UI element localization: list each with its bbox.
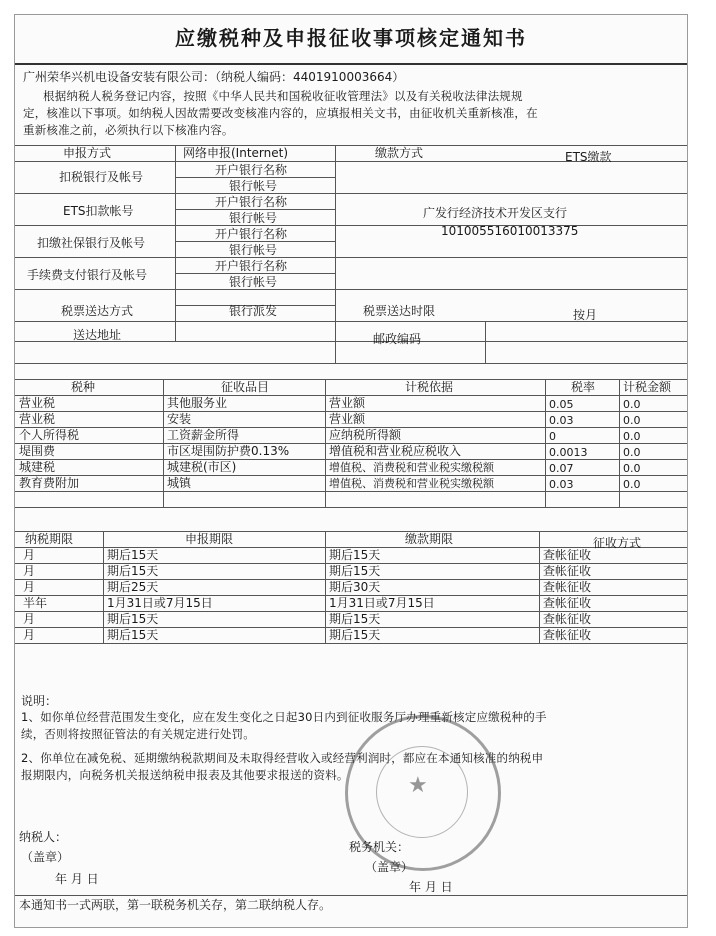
ets-bank-name-label: 开户银行名称 [215, 195, 288, 209]
payment-method-value: ETS缴款 [565, 150, 612, 164]
table-cell: 查帐征收 [543, 548, 592, 562]
note-line-2: 续，否则将按照征管法的有关规定进行处罚。 [21, 727, 255, 741]
ets-account-label: ETS扣款帐号 [63, 204, 134, 218]
notice-document [14, 14, 688, 928]
ticket-method-value: 银行派发 [229, 304, 278, 318]
table-cell: 0.0 [623, 446, 641, 459]
ticket-time-value: 按月 [573, 308, 598, 322]
table-cell: 城镇 [167, 476, 192, 490]
footer-note: 本通知书一式两联，第一联税务机关存，第二联纳税人存。 [19, 898, 332, 912]
table-row: 城建税 [19, 460, 56, 474]
table-cell: 0.0 [623, 414, 641, 427]
declare-method-label: 申报方式 [63, 146, 112, 160]
period-header-collect: 征收方式 [593, 536, 642, 550]
ticket-method-label: 税票送达方式 [61, 304, 134, 318]
table-cell: 应纳税所得额 [329, 428, 402, 442]
withhold-bank-label: 扣税银行及帐号 [59, 170, 144, 184]
tax-header-type: 税种 [71, 380, 96, 394]
table-cell: 工资薪金所得 [167, 428, 240, 442]
table-cell: 期后15天 [329, 612, 381, 626]
table-cell: 查帐征收 [543, 628, 592, 642]
table-row: 月 [23, 612, 36, 626]
table-cell: 营业额 [329, 412, 366, 426]
table-cell: 查帐征收 [543, 580, 592, 594]
taxpayer-date: 年 月 日 [55, 872, 99, 886]
table-cell: 0.0 [623, 398, 641, 411]
address-label: 送达地址 [73, 328, 122, 342]
seal-star-icon: ★ [408, 773, 428, 798]
taxpayer-label: 纳税人： [19, 830, 68, 844]
table-cell: 期后25天 [107, 580, 159, 594]
authority-date: 年 月 日 [409, 880, 453, 894]
payment-method-label: 缴款方式 [375, 146, 424, 160]
postcode-label: 邮政编码 [373, 332, 422, 346]
table-row: 月 [23, 580, 36, 594]
table-cell: 增值税、消费税和营业税实缴税额 [329, 461, 494, 474]
social-bank-name-label: 开户银行名称 [215, 227, 288, 241]
table-cell: 期后15天 [107, 564, 159, 578]
tax-header-amount: 计税金额 [623, 380, 672, 394]
tax-header-rate: 税率 [571, 380, 596, 394]
period-header-payment: 缴款期限 [405, 532, 454, 546]
table-row: 营业税 [19, 412, 56, 426]
title-rule [15, 63, 687, 65]
table-cell: 0.05 [549, 398, 574, 411]
table-row: 月 [23, 548, 36, 562]
note-line-1: 1、如你单位经营范围发生变化，应在发生变化之日起30日内到征收服务厅办理重新核定应缴税种的手 [21, 710, 547, 724]
table-row: 月 [23, 564, 36, 578]
fee-bank-label: 手续费支付银行及帐号 [27, 268, 148, 282]
table-cell: 1月31日或7月15日 [329, 596, 435, 610]
table-cell: 市区堤围防护费0.13% [167, 444, 290, 458]
table-cell: 期后15天 [107, 612, 159, 626]
note-line-4: 报期限内，向税务机关报送纳税申报表及其他要求报送的资料。 [21, 768, 349, 782]
social-bank-account-label: 银行帐号 [229, 243, 278, 257]
table-cell: 营业额 [329, 396, 366, 410]
intro-line-2: 定，核准以下事项。如纳税人因故需要改变核准内容的，应填报相关文书，由征收机关重新核准，在 [23, 106, 538, 120]
table-cell: 0.0 [623, 430, 641, 443]
table-cell: 0.03 [549, 478, 574, 491]
table-cell: 增值税和营业税应税收入 [329, 444, 462, 458]
fee-bank-name-label: 开户银行名称 [215, 259, 288, 273]
table-cell: 城建税(市区) [167, 460, 237, 474]
declare-method-value: 网络申报(Internet) [183, 146, 289, 160]
table-cell: 期后15天 [329, 564, 381, 578]
table-cell: 增值税、消费税和营业税实缴税额 [329, 477, 494, 490]
intro-line-1: 根据纳税人税务登记内容，按照《中华人民共和国税收征收管理法》以及有关税收法律法规规 [43, 89, 523, 103]
social-bank-label: 扣缴社保银行及帐号 [37, 236, 146, 250]
table-row: 个人所得税 [19, 428, 80, 442]
withhold-bank-account-label: 银行帐号 [229, 179, 278, 193]
table-cell: 安装 [167, 412, 192, 426]
table-cell: 查帐征收 [543, 596, 592, 610]
table-cell: 期后15天 [107, 628, 159, 642]
notes-heading: 说明： [21, 694, 58, 708]
fee-bank-account-label: 银行帐号 [229, 275, 278, 289]
table-cell: 查帐征收 [543, 564, 592, 578]
table-cell: 期后30天 [329, 580, 381, 594]
ets-bank-account-label: 银行帐号 [229, 211, 278, 225]
period-header-term: 纳税期限 [25, 532, 74, 546]
ticket-time-label: 税票送达时限 [363, 304, 436, 318]
withhold-bank-name-label: 开户银行名称 [215, 163, 288, 177]
note-line-3: 2、你单位在减免税、延期缴纳税款期间及未取得经营收入或经营利润时，都应在本通知核准的纳税申 [21, 751, 544, 765]
period-header-declare: 申报期限 [185, 532, 234, 546]
table-cell: 0.03 [549, 414, 574, 427]
table-row: 教育费附加 [19, 476, 80, 490]
ets-bank-name: 广发行经济技术开发区支行 [423, 206, 568, 220]
table-row: 月 [23, 628, 36, 642]
table-cell: 期后15天 [107, 548, 159, 562]
table-cell: 0.07 [549, 462, 574, 475]
table-cell: 期后15天 [329, 548, 381, 562]
authority-label: 税务机关： [349, 840, 410, 854]
table-cell: 0.0 [623, 462, 641, 475]
table-row: 堤围费 [19, 444, 56, 458]
tax-header-basis: 计税依据 [405, 380, 454, 394]
table-cell: 其他服务业 [167, 396, 228, 410]
tax-header-item: 征收品目 [221, 380, 270, 394]
table-row: 半年 [23, 596, 48, 610]
intro-line-3: 重新核准之前，必须执行以下核准内容。 [23, 123, 234, 137]
taxpayer-line: 广州荣华兴机电设备安装有限公司：（纳税人编码：4401910003664） [23, 70, 405, 84]
taxpayer-seal: （盖章） [21, 850, 70, 864]
table-cell: 0.0013 [549, 446, 588, 459]
authority-seal: （盖章） [365, 860, 414, 874]
table-cell: 查帐征收 [543, 612, 592, 626]
table-cell: 0 [549, 430, 556, 443]
document-title: 应缴税种及申报征收事项核定通知书 [175, 26, 527, 50]
table-cell: 0.0 [623, 478, 641, 491]
table-cell: 1月31日或7月15日 [107, 596, 213, 610]
table-row: 营业税 [19, 396, 56, 410]
table-cell: 期后15天 [329, 628, 381, 642]
ets-bank-account: 101005516010013375 [441, 224, 579, 238]
